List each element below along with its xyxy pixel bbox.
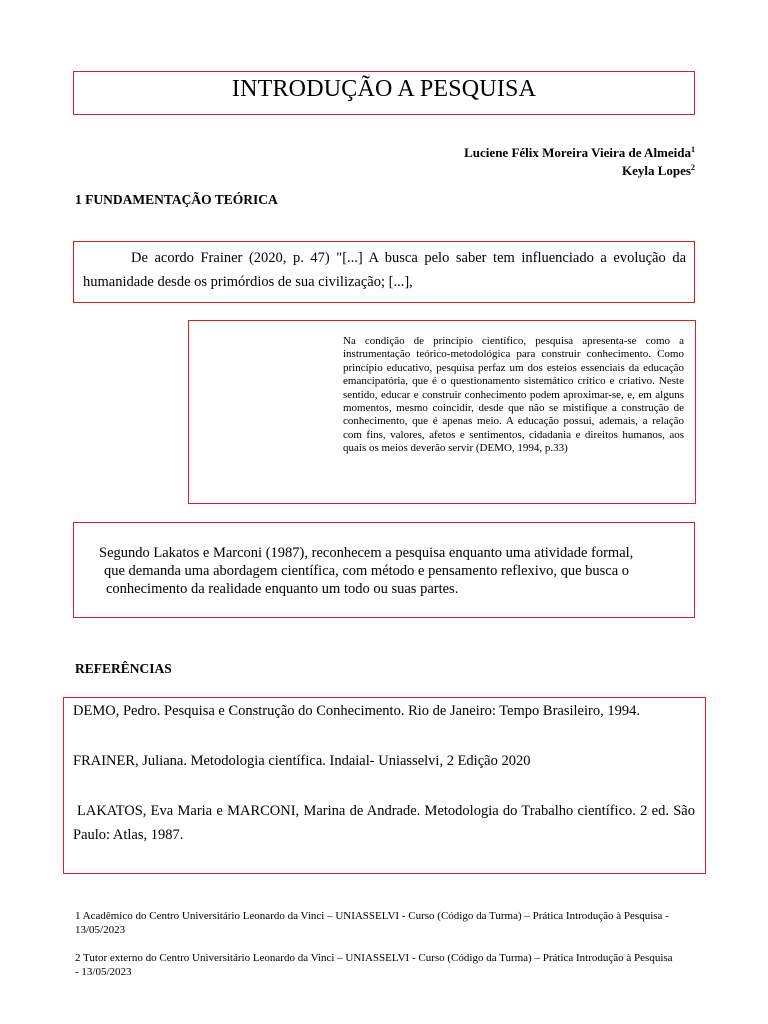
author-name: Keyla Lopes	[622, 163, 691, 178]
paragraph-line: Segundo Lakatos e Marconi (1987), reconhecem a pesquisa enquanto uma atividade formal,	[99, 545, 634, 561]
section-heading: 1 FUNDAMENTAÇÃO TEÓRICA	[75, 192, 278, 207]
citation-box	[73, 241, 695, 303]
citation-text: De acordo Frainer (2020, p. 47) "[...] A busca pelo saber tem influenciado a evolução da humanidade desde os primórdios de sua civilização; [...],	[83, 250, 686, 290]
paragraph-line: que demanda uma abordagem científica, com método e pensamento reflexivo, que busca o	[104, 563, 630, 579]
references-heading: REFERÊNCIAS	[75, 661, 172, 676]
paragraph-box	[73, 522, 695, 618]
references-box	[63, 697, 706, 874]
reference-item: FRAINER, Juliana. Metodologia científica. Indaial- Uniasselvi, 2 Edição 2020	[73, 753, 531, 769]
reference-item: DEMO, Pedro. Pesquisa e Construção do Conhecimento. Rio de Janeiro: Tempo Brasileiro, 1994.	[73, 703, 640, 719]
footnote: 2 Tutor externo do Centro Universitário Leonardo da Vinci – UNIASSELVI - Curso (Código da Turma) – Prática Introdução à Pesquisa - 13/05/2023	[75, 952, 673, 978]
title-box	[73, 71, 695, 115]
long-quote-box	[188, 320, 696, 504]
author-line-2	[622, 160, 695, 179]
document-title: INTRODUÇÃO A PESQUISA	[231, 76, 537, 102]
reference-item: LAKATOS, Eva Maria e MARCONI, Marina de Andrade. Metodologia do Trabalho científico. 2 ed. São Paulo: Atlas, 1987.	[73, 803, 695, 843]
footnote: 1 Acadêmico do Centro Universitário Leonardo da Vinci – UNIASSELVI - Curso (Código da Turma) – Prática Introdução à Pesquisa - 13/05/2023	[75, 910, 669, 936]
author-line-1	[464, 142, 695, 161]
author-footnote-mark: 1	[691, 145, 695, 154]
long-quote-text: Na condição de princípio científico, pesquisa apresenta-se como a instrumentação teórico-metodológica para construir conhecimento. Como princípio educativo, pesquisa perfaz um dos esteios essenciais da educação emancipatória, que é o questionamento sistemático crítico e criativo. Neste sentido, educar e construir conhecimento podem aproximar-se, e, em alguns momentos, mesmo coincidir, desde que não se mistifique a construção de conhecimento, que é apenas meio. A educação possui, ademais, a relação com fins, valores, afetos e sentimentos, cidadania e direitos humanos, aos quais os meios deverão servir (DEMO, 1994, p.33)	[343, 335, 684, 455]
paragraph-line: conhecimento da realidade enquanto um todo ou suas partes.	[106, 581, 459, 597]
author-footnote-mark: 2	[691, 163, 695, 172]
author-name: Luciene Félix Moreira Vieira de Almeida	[464, 145, 691, 160]
